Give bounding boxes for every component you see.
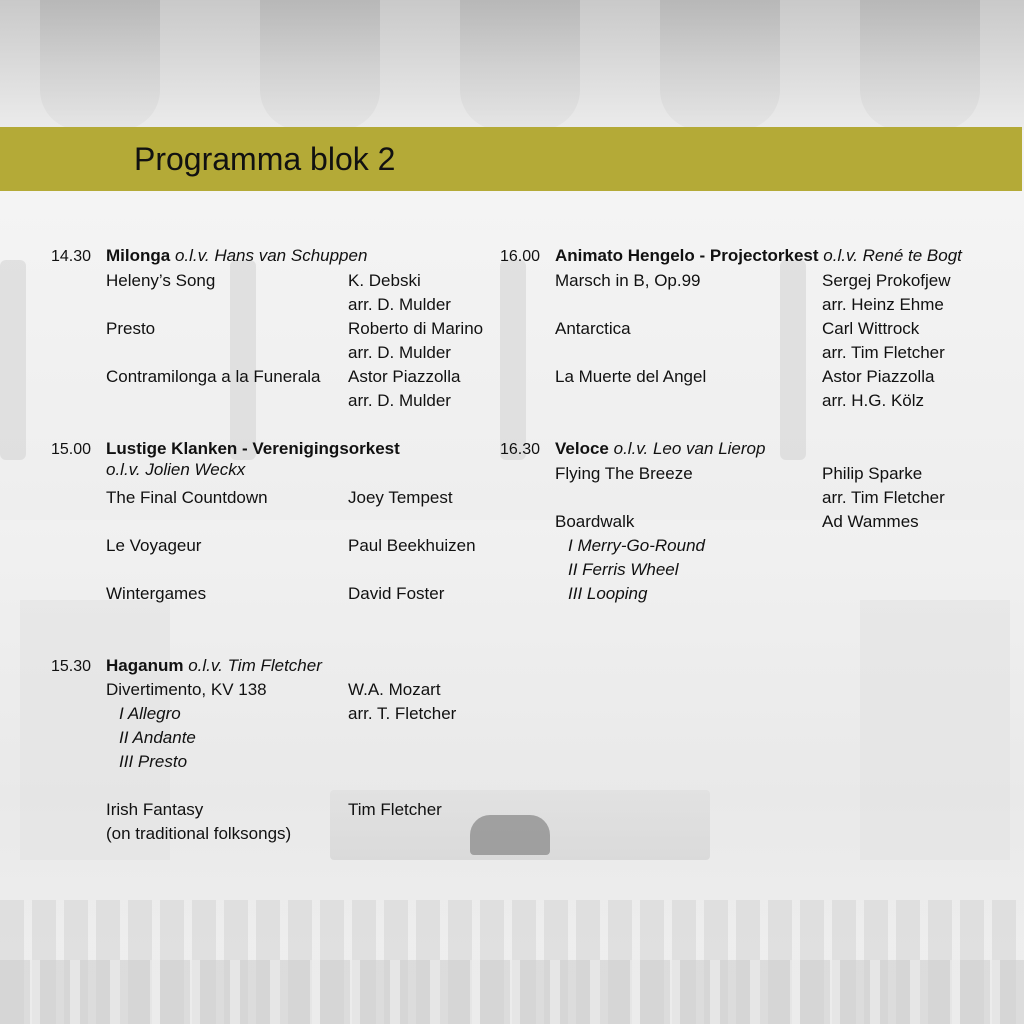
composer: W.A. Mozart (348, 680, 441, 699)
composer: Carl Wittrock (822, 319, 920, 338)
composer: Astor Piazzolla (348, 367, 461, 386)
piece-title: The Final Countdown (106, 488, 268, 507)
movement: II Ferris Wheel (568, 560, 679, 579)
arranger: arr. D. Mulder (348, 343, 451, 362)
movement: I Merry-Go-Round (568, 536, 705, 555)
piece-title: Boardwalk (555, 512, 635, 531)
arranger: arr. T. Fletcher (348, 704, 457, 723)
piece-title: Marsch in B, Op.99 (555, 271, 701, 290)
block-time: 16.00 (500, 248, 541, 265)
movement: I Allegro (119, 704, 181, 723)
block-header (555, 438, 765, 460)
piece-title: Presto (106, 319, 156, 338)
composer: Astor Piazzolla (822, 367, 935, 386)
ensemble-name: Haganum (106, 656, 184, 675)
arranger: arr. H.G. Kölz (822, 391, 925, 410)
piece-title: Heleny’s Song (106, 271, 216, 290)
piece-title: Contramilonga a la Funerala (106, 367, 321, 386)
arranger: arr. Heinz Ehme (822, 295, 944, 314)
arranger: arr. D. Mulder (348, 391, 451, 410)
composer: Roberto di Marino (348, 319, 484, 338)
page-title: Programma blok 2 (134, 141, 396, 177)
block-time: 15.00 (51, 441, 92, 458)
conductor: o.l.v. Leo van Lierop (613, 439, 766, 458)
piece-title: La Muerte del Angel (555, 367, 707, 386)
piece-title: Antarctica (555, 319, 631, 338)
block-time: 16.30 (500, 441, 541, 458)
composer: Ad Wammes (822, 512, 919, 531)
ensemble-name: Milonga (106, 246, 171, 265)
arranger: arr. Tim Fletcher (822, 343, 945, 362)
conductor: o.l.v. Jolien Weckx (106, 460, 246, 479)
block-time: 15.30 (51, 658, 92, 675)
block-time: 14.30 (51, 248, 92, 265)
composer: Paul Beekhuizen (348, 536, 476, 555)
ensemble-name: Lustige Klanken - Verenigingsorkest (106, 439, 400, 458)
block-header (555, 245, 962, 267)
movement: III Presto (119, 752, 188, 771)
composer: Joey Tempest (348, 488, 453, 507)
movement: III Looping (568, 584, 648, 603)
composer: Tim Fletcher (348, 800, 442, 819)
piece-title: Divertimento, KV 138 (106, 680, 267, 699)
arranger: arr. D. Mulder (348, 295, 451, 314)
conductor: o.l.v. Hans van Schuppen (174, 246, 368, 265)
piece-title: Le Voyageur (106, 536, 202, 555)
ensemble-name: Animato Hengelo - Projectorkest (555, 246, 819, 265)
arranger: arr. Tim Fletcher (822, 488, 945, 507)
piece-subtitle: (on traditional folksongs) (106, 824, 292, 843)
composer: Sergej Prokofjew (822, 271, 951, 290)
piece-title: Wintergames (106, 584, 207, 603)
conductor: o.l.v. René te Bogt (823, 246, 962, 265)
piece-title: Irish Fantasy (106, 800, 204, 819)
composer: K. Debski (348, 271, 421, 290)
conductor: o.l.v. Tim Fletcher (188, 656, 322, 675)
ensemble-name: Veloce (555, 439, 609, 458)
piece-title: Flying The Breeze (555, 464, 693, 483)
block-header (106, 655, 322, 677)
composer: David Foster (348, 584, 445, 603)
composer: Philip Sparke (822, 464, 923, 483)
movement: II Andante (119, 728, 196, 747)
block-header (106, 245, 367, 267)
